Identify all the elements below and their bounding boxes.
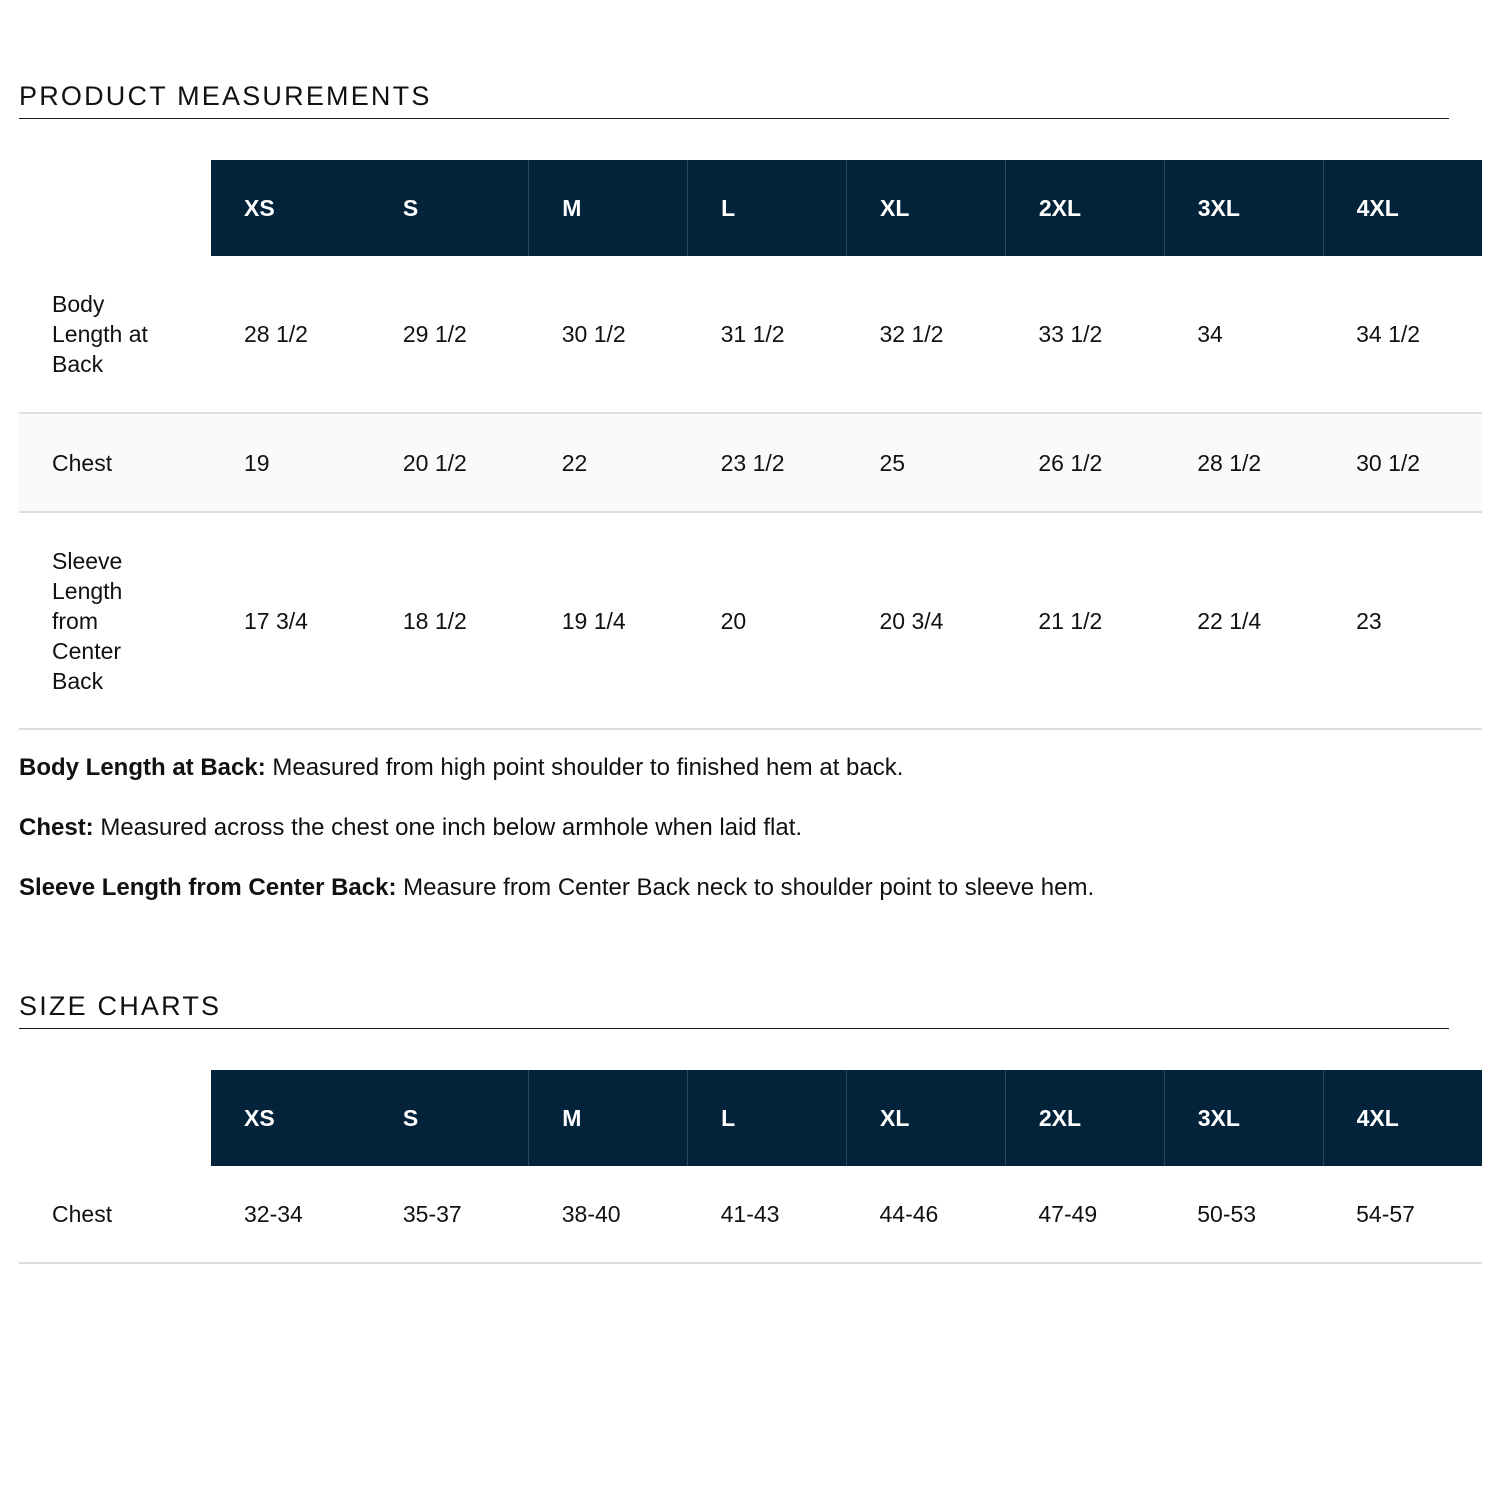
table-cell: 54-57	[1323, 1166, 1482, 1263]
header-blank-cell	[19, 1070, 211, 1166]
table-cell: 28 1/2	[1164, 413, 1323, 512]
size-header-xl: XL	[847, 1070, 1006, 1166]
size-header-s: S	[370, 1070, 529, 1166]
size-header-xs: XS	[211, 160, 370, 256]
table-header-row	[19, 160, 1482, 256]
table-cell: 44-46	[847, 1166, 1006, 1263]
size-header-4xl: 4XL	[1323, 1070, 1482, 1166]
table-cell: 28 1/2	[211, 256, 370, 413]
table-cell: 23 1/2	[688, 413, 847, 512]
size-header-3xl: 3XL	[1164, 160, 1323, 256]
definition-text: Measured from high point shoulder to finished hem at back.	[265, 754, 904, 781]
size-header-2xl: 2XL	[1005, 1070, 1164, 1166]
size-header-xs: XS	[211, 1070, 370, 1166]
table-cell: 30 1/2	[1323, 413, 1482, 512]
size-header-xl: XL	[847, 160, 1006, 256]
size-header-2xl: 2XL	[1005, 160, 1164, 256]
row-label: Body Length at Back	[19, 256, 211, 413]
table-cell: 41-43	[688, 1166, 847, 1263]
product-measurements-title: PRODUCT MEASUREMENTS	[19, 83, 1449, 119]
definition-term: Body Length at Back:	[19, 754, 266, 781]
table-cell: 47-49	[1005, 1166, 1164, 1263]
definition-term: Sleeve Length from Center Back:	[19, 874, 397, 901]
definition-text: Measured across the chest one inch below armhole when laid flat.	[93, 814, 803, 841]
size-header-4xl: 4XL	[1323, 160, 1482, 256]
size-charts-title: SIZE CHARTS	[19, 993, 1449, 1029]
table-cell: 30 1/2	[529, 256, 688, 413]
table-cell: 26 1/2	[1005, 413, 1164, 512]
definition-text: Measure from Center Back neck to shoulder point to sleeve hem.	[396, 874, 1095, 901]
table-cell: 34 1/2	[1323, 256, 1482, 413]
table-cell: 34	[1164, 256, 1323, 413]
size-header-l: L	[688, 1070, 847, 1166]
table-cell: 32-34	[211, 1166, 370, 1263]
table-cell: 33 1/2	[1005, 256, 1164, 413]
table-cell: 23	[1323, 512, 1482, 729]
header-blank-cell	[19, 160, 211, 256]
table-cell: 18 1/2	[370, 512, 529, 729]
table-row-chest	[19, 413, 1482, 512]
table-cell: 19 1/4	[529, 512, 688, 729]
table-cell: 20 3/4	[847, 512, 1006, 729]
table-cell: 22	[529, 413, 688, 512]
table-row-body-length	[19, 256, 1482, 413]
size-header-m: M	[529, 1070, 688, 1166]
definition-term: Chest:	[19, 814, 94, 841]
size-charts-table	[19, 1070, 1482, 1264]
size-header-l: L	[688, 160, 847, 256]
row-label: Chest	[19, 1166, 211, 1263]
table-row-sleeve-length	[19, 512, 1482, 729]
definition-chest	[19, 813, 1479, 843]
table-cell: 19	[211, 413, 370, 512]
row-label: Chest	[19, 413, 211, 512]
table-cell: 38-40	[529, 1166, 688, 1263]
table-cell: 17 3/4	[211, 512, 370, 729]
definition-body-length	[19, 753, 1479, 783]
table-cell: 35-37	[370, 1166, 529, 1263]
table-cell: 21 1/2	[1005, 512, 1164, 729]
table-cell: 31 1/2	[688, 256, 847, 413]
table-row-chest	[19, 1166, 1482, 1263]
table-cell: 20 1/2	[370, 413, 529, 512]
product-measurements-table	[19, 160, 1482, 730]
table-cell: 20	[688, 512, 847, 729]
table-cell: 22 1/4	[1164, 512, 1323, 729]
definition-sleeve-length	[19, 873, 1479, 903]
table-cell: 25	[847, 413, 1006, 512]
table-header-row	[19, 1070, 1482, 1166]
size-header-m: M	[529, 160, 688, 256]
size-header-s: S	[370, 160, 529, 256]
table-cell: 32 1/2	[847, 256, 1006, 413]
measurement-definitions	[19, 753, 1479, 933]
table-cell: 50-53	[1164, 1166, 1323, 1263]
table-cell: 29 1/2	[370, 256, 529, 413]
row-label: Sleeve Length from Center Back	[19, 512, 211, 729]
size-header-3xl: 3XL	[1164, 1070, 1323, 1166]
